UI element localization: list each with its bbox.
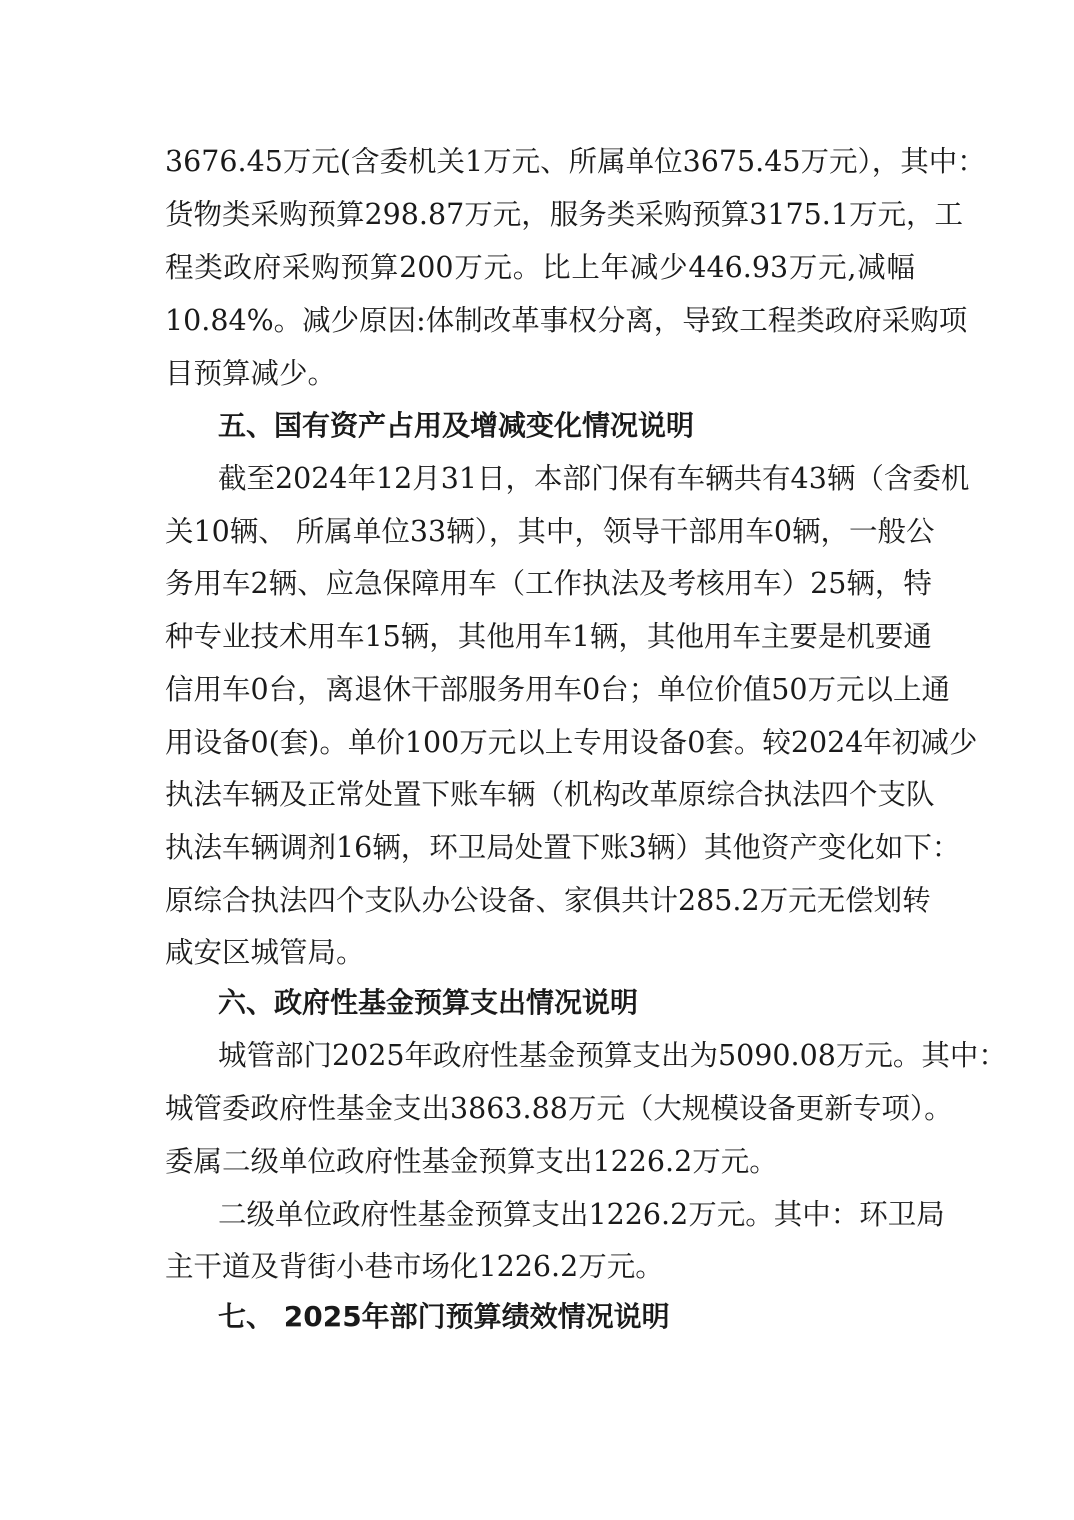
body-line: 执法车辆调剂16辆，环卫局处置下账3辆）其他资产变化如下：: [165, 831, 961, 864]
body-line: 主干道及背街小巷市场化1226.2万元。: [165, 1250, 664, 1283]
section-heading: 七、 2025年部门预算绩效情况说明: [218, 1300, 670, 1333]
body-line: 3676.45万元(含委机关1万元、所属单位3675.45万元），其中：: [165, 145, 986, 178]
body-line: 截至2024年12月31日，本部门保有车辆共有43辆（含委机: [218, 462, 970, 495]
section-heading: 五、国有资产占用及增减变化情况说明: [218, 409, 695, 442]
body-line: 种专业技术用车15辆，其他用车1辆，其他用车主要是机要通: [165, 620, 932, 653]
body-line: 务用车2辆、应急保障用车（工作执法及考核用车）25辆，特: [165, 567, 932, 600]
body-line: 原综合执法四个支队办公设备、家俱共计285.2万元无偿划转: [165, 884, 931, 917]
body-line: 委属二级单位政府性基金预算支出1226.2万元。: [165, 1145, 778, 1178]
section-heading: 六、政府性基金预算支出情况说明: [218, 986, 639, 1019]
body-line: 程类政府采购预算200万元。比上年减少446.93万元,减幅: [165, 251, 915, 284]
body-line: 10.84%。减少原因:体制改革事权分离，导致工程类政府采购项: [165, 304, 968, 337]
body-line: 目预算减少。: [165, 357, 337, 390]
body-line: 城管委政府性基金支出3863.88万元（大规模设备更新专项）。: [165, 1092, 953, 1125]
body-line: 关10辆、 所属单位33辆），其中，领导干部用车0辆，一般公: [165, 515, 935, 548]
body-line: 信用车0台，离退休干部服务用车0台；单位价值50万元以上通: [165, 673, 951, 706]
body-line: 城管部门2025年政府性基金预算支出为5090.08万元。其中：: [218, 1039, 1007, 1072]
body-line: 二级单位政府性基金预算支出1226.2万元。其中：环卫局: [218, 1198, 945, 1231]
body-line: 用设备0(套)。单价100万元以上专用设备0套。较2024年初减少: [165, 726, 978, 759]
body-line: 执法车辆及正常处置下账车辆（机构改革原综合执法四个支队: [165, 778, 935, 811]
body-line: 咸安区城管局。: [165, 936, 365, 969]
body-line: 货物类采购预算298.87万元，服务类采购预算3175.1万元，工: [165, 198, 963, 231]
